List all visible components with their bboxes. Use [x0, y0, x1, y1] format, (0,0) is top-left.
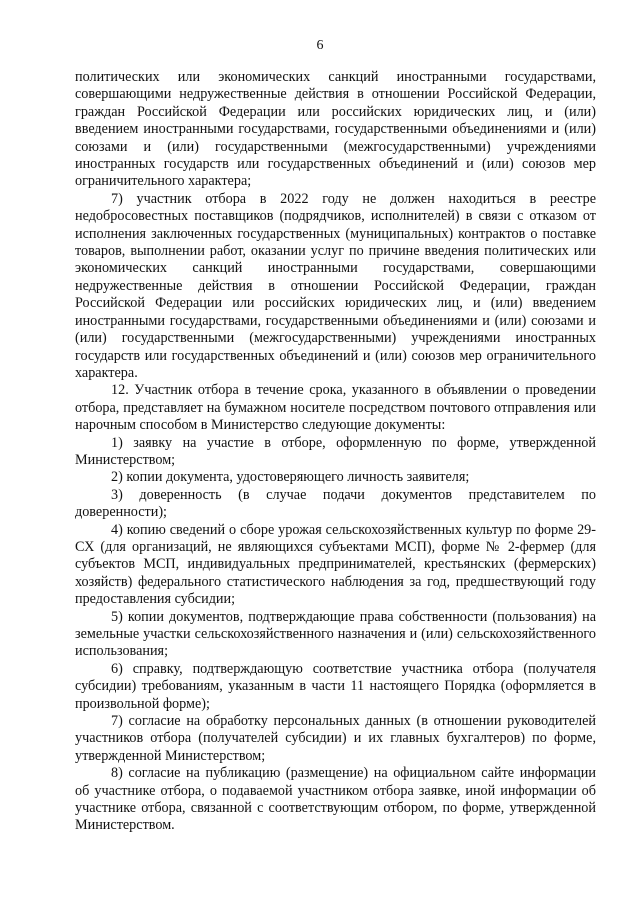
list-item-8-publication-consent: 8) согласие на публикацию (размещение) на официальном сайте информации об участнике отбора, о подаваемой участником отбора заявке, иной информации об участнике отбора, связанной с соответствующим отбором, по форме, утвержденной Министерством.	[75, 765, 596, 834]
list-item-7-personal-data-consent: 7) согласие на обработку персональных данных (в отношении руководителей участников отбора (получателей субсидии) и их главных бухгалтеров) по форме, утвержденной Министерством;	[75, 713, 596, 764]
list-item-6-compliance-certificate: 6) справку, подтверждающую соответствие участника отбора (получателя субсидии) требованиям, указанным в части 11 настоящего Порядка (оформляется в произвольной форме);	[75, 660, 596, 712]
page-number: 6	[316, 38, 324, 53]
paragraph-item-7-registry: 7) участник отбора в 2022 году не должен находиться в реестре недобросовестных поставщиков (подрядчиков, исполнителей) в связи с отказом от исполнения заключенных государственных (муниципальных) контрактов о поставке товаров, выполнении работ, оказании услуг по причине введения политических или экономических санкций иностранными государствами, совершающими недружественные действия в отношении Российской Федерации, граждан Российской Федерации или российских юридических лиц, и (или) введением иностранными государствами, государственными объединениями и (или) союзами и (или) государственными (межгосударственными) учреждениями иностранных государств или государственных объединений и (или) союзов мер ограничительного характера.	[75, 190, 596, 381]
document-body	[75, 69, 596, 835]
list-item-3-power-of-attorney: 3) доверенность (в случае подачи документов представителем по доверенности);	[75, 486, 596, 521]
list-item-4-harvest-data: 4) копию сведений о сборе урожая сельскохозяйственных культур по форме 29-СХ (для организаций, не являющихся субъектами МСП), форме № 2-фермер (для субъектов МСП, индивидуальных предпринимателей, крестьянских (фермерских) хозяйств) федерального статистического наблюдения за год, предшествующий году предоставления субсидии;	[75, 521, 596, 608]
list-item-5-land-rights: 5) копии документов, подтверждающие права собственности (пользования) на земельные участки сельскохозяйственного назначения и (или) сельскохозяйственного использования;	[75, 608, 596, 660]
paragraph-section-12: 12. Участник отбора в течение срока, указанного в объявлении о проведении отбора, представляет на бумажном носителе посредством почтового отправления или нарочным способом в Министерство следующие документы:	[75, 382, 596, 434]
list-item-1-application: 1) заявку на участие в отборе, оформленную по форме, утвержденной Министерством;	[75, 434, 596, 468]
paragraph-sanctions-continuation: политических или экономических санкций иностранными государствами, совершающими недружественные действия в отношении Российской Федерации, граждан Российской Федерации или российских юридических лиц, и (или) введением иностранными государствами, государственными объединениями и (или) союзами и (или) государственными (межгосударственными) учреждениями иностранных государств или государственных объединений и (или) союзов мер ограничительного характера;	[75, 69, 596, 190]
list-item-2-identity: 2) копии документа, удостоверяющего личность заявителя;	[111, 469, 470, 486]
